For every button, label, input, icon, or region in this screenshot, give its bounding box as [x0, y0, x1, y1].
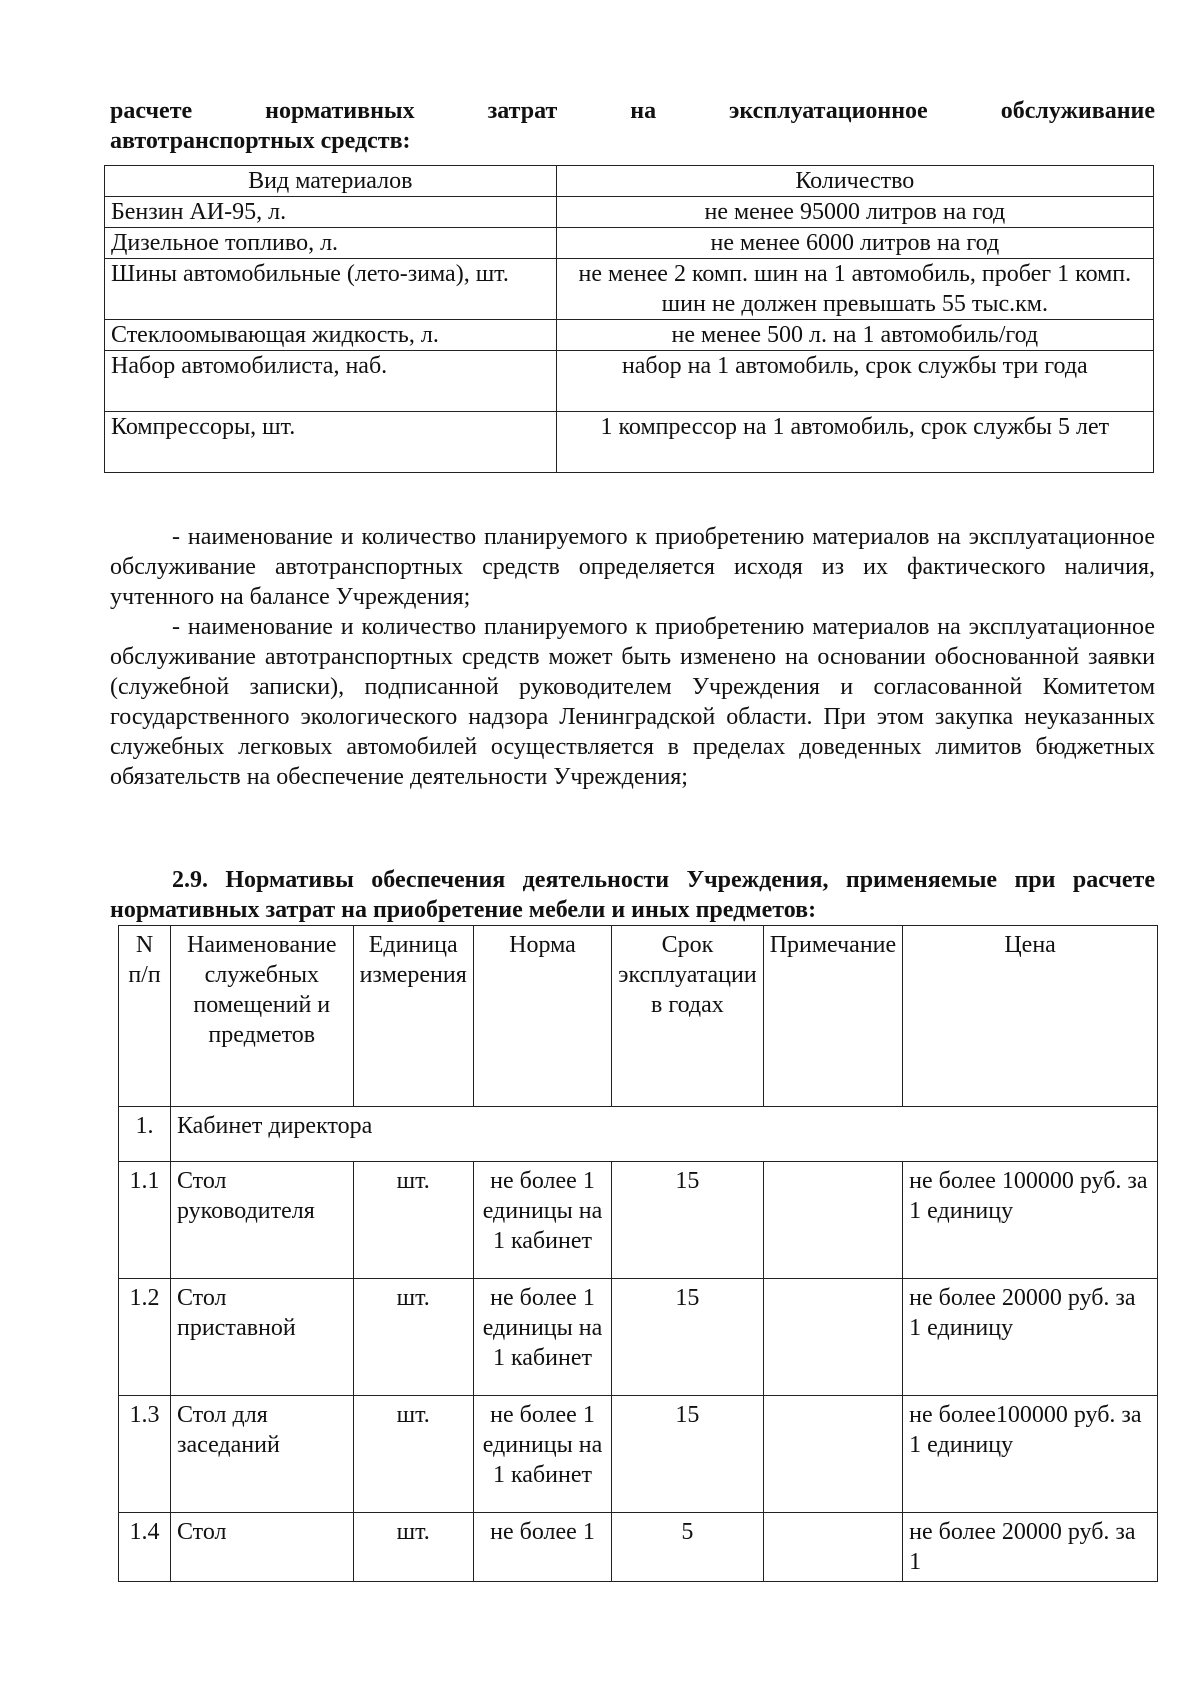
materials-table — [104, 165, 1154, 473]
material-name: Шины автомобильные (лето-зима), шт. — [105, 259, 557, 320]
material-qty: не менее 95000 литров на год — [556, 197, 1153, 228]
row-name: Стол — [170, 1513, 353, 1582]
intro-line-2: автотранспортных средств: — [110, 128, 411, 154]
row-unit: шт. — [353, 1162, 473, 1279]
row-note — [763, 1513, 902, 1582]
table-row — [105, 351, 1154, 412]
header-unit: Единица измерения — [353, 926, 473, 1107]
row-name: Стол приставной — [170, 1279, 353, 1396]
row-num: 1.4 — [119, 1513, 171, 1582]
material-name: Набор автомобилиста, наб. — [105, 351, 557, 412]
material-name: Бензин АИ-95, л. — [105, 197, 557, 228]
header-term: Срок эксплуатации в годах — [612, 926, 764, 1107]
row-price: не более100000 руб. за 1 единицу — [903, 1396, 1158, 1513]
row-num: 1.3 — [119, 1396, 171, 1513]
table-row — [105, 228, 1154, 259]
row-name: Стол руководителя — [170, 1162, 353, 1279]
materials-header-type: Вид материалов — [105, 166, 557, 197]
row-price: не более 20000 руб. за 1 — [903, 1513, 1158, 1582]
row-term: 5 — [612, 1513, 764, 1582]
row-term: 15 — [612, 1162, 764, 1279]
header-price: Цена — [903, 926, 1158, 1107]
table-row — [105, 412, 1154, 473]
material-qty: не менее 500 л. на 1 автомобиль/год — [556, 320, 1153, 351]
table-row — [119, 1396, 1158, 1513]
row-num: 1. — [119, 1107, 171, 1162]
row-unit: шт. — [353, 1396, 473, 1513]
row-num: 1.2 — [119, 1279, 171, 1396]
row-norm: не более 1 — [473, 1513, 611, 1582]
table-row — [119, 1162, 1158, 1279]
row-note — [763, 1279, 902, 1396]
table-row — [105, 320, 1154, 351]
row-norm: не более 1 единицы на 1 кабинет — [473, 1162, 611, 1279]
material-qty: 1 компрессор на 1 автомобиль, срок службы 5 лет — [556, 412, 1153, 473]
row-term: 15 — [612, 1279, 764, 1396]
materials-header-qty: Количество — [556, 166, 1153, 197]
row-term: 15 — [612, 1396, 764, 1513]
material-qty: набор на 1 автомобиль, срок службы три года — [556, 351, 1153, 412]
paragraph-text: - наименование и количество планируемого к приобретению материалов на эксплуатационное обслуживание автотранспортных средств может быть изменено на основании обоснованной заявки (служебной записки), подписанной руководителем Учреждения и согласованной Комитетом государственного экологического надзора Ленинградской области. При этом закупка неуказанных служебных легковых автомобилей осуществляется в пределах доведенных лимитов бюджетных обязательств на обеспечение деятельности Учреждения; — [110, 614, 1155, 790]
section-heading — [110, 865, 1155, 925]
paragraph-text: - наименование и количество планируемого к приобретению материалов на эксплуатационное обслуживание автотранспортных средств определяется исходя из их фактического наличия, учтенного на балансе Учреждения; — [110, 524, 1155, 610]
material-name: Стеклоомывающая жидкость, л. — [105, 320, 557, 351]
row-norm: не более 1 единицы на 1 кабинет — [473, 1396, 611, 1513]
material-name: Дизельное топливо, л. — [105, 228, 557, 259]
table-row — [105, 197, 1154, 228]
header-num: N п/п — [119, 926, 171, 1107]
row-unit: шт. — [353, 1513, 473, 1582]
row-note — [763, 1396, 902, 1513]
row-name: Стол для заседаний — [170, 1396, 353, 1513]
table-row — [105, 259, 1154, 320]
paragraph — [110, 522, 1155, 612]
header-note: Примечание — [763, 926, 902, 1107]
row-note — [763, 1162, 902, 1279]
row-price: не более 100000 руб. за 1 единицу — [903, 1162, 1158, 1279]
intro-line-1: расчете нормативных затрат на эксплуатационное обслуживание — [110, 98, 1155, 124]
material-qty: не менее 6000 литров на год — [556, 228, 1153, 259]
intro-text — [110, 96, 1155, 156]
section-heading-text: 2.9. Нормативы обеспечения деятельности Учреждения, применяемые при расчете нормативных затрат на приобретение мебели и иных предметов: — [110, 867, 1155, 923]
row-unit: шт. — [353, 1279, 473, 1396]
table-row — [119, 1513, 1158, 1582]
paragraph — [110, 612, 1155, 792]
table-row — [119, 1279, 1158, 1396]
material-name: Компрессоры, шт. — [105, 412, 557, 473]
header-name: Наименование служебных помещений и предметов — [170, 926, 353, 1107]
section-row — [119, 1107, 1158, 1162]
row-price: не более 20000 руб. за 1 единицу — [903, 1279, 1158, 1396]
material-qty: не менее 2 комп. шин на 1 автомобиль, пробег 1 комп. шин не должен превышать 55 тыс.км. — [556, 259, 1153, 320]
header-norm: Норма — [473, 926, 611, 1107]
furniture-table — [118, 925, 1158, 1582]
row-norm: не более 1 единицы на 1 кабинет — [473, 1279, 611, 1396]
section-title: Кабинет директора — [170, 1107, 1157, 1162]
row-num: 1.1 — [119, 1162, 171, 1279]
